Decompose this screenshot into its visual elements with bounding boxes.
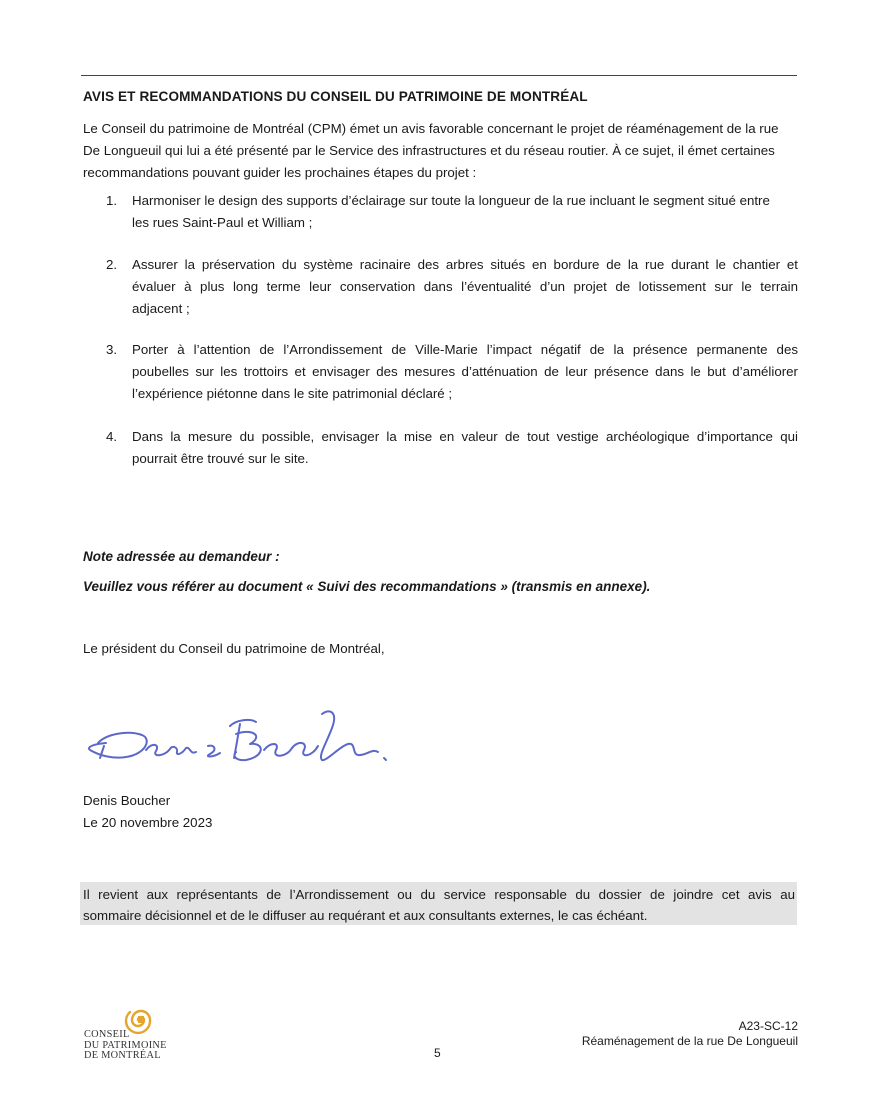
note-title: Note adressée au demandeur : [83, 549, 280, 564]
logo-text-line: DE MONTRÉAL [84, 1050, 161, 1061]
intro-line: De Longueuil qui lui a été présenté par le Service des infrastructures et du réseau routier. À ce sujet, il émet certaines [83, 143, 775, 158]
shaded-note-line: Il revient aux représentants de l’Arrondissement ou du service responsable du dossier de joindre cet avis au [83, 887, 795, 902]
item-line: Porter à l’attention de l’Arrondissement de Ville-Marie l’impact négatif de la présence permanente des [132, 342, 798, 357]
section-heading: AVIS ET RECOMMANDATIONS DU CONSEIL DU PATRIMOINE DE MONTRÉAL [83, 89, 588, 104]
item-line: Dans la mesure du possible, envisager la mise en valeur de tout vestige archéologique d’importance qui [132, 429, 798, 444]
cpm-logo [80, 1003, 170, 1065]
note-text: Veuillez vous référer au document « Suivi des recommandations » (transmis en annexe). [83, 579, 651, 594]
item-number: 4. [106, 429, 118, 444]
item-line: pourrait être trouvé sur le site. [132, 451, 309, 466]
page-number: 5 [434, 1046, 441, 1060]
president-line: Le président du Conseil du patrimoine de Montréal, [83, 641, 385, 656]
item-number: 2. [106, 257, 118, 272]
logo-text-line: DU PATRIMOINE [84, 1039, 167, 1051]
item-number: 1. [106, 193, 118, 208]
intro-paragraph [83, 118, 797, 184]
item-line: l’expérience piétonne dans le site patrimonial déclaré ; [132, 386, 453, 401]
item-line: évaluer à plus long terme leur conservation dans l’éventualité d’un projet de lotissement sur le terrain [132, 279, 798, 294]
signer-name: Denis Boucher [83, 793, 171, 808]
reference-code: A23-SC-12 [738, 1019, 798, 1033]
intro-line: recommandations pouvant guider les prochaines étapes du projet : [83, 165, 477, 180]
shaded-note-line: sommaire décisionnel et de le diffuser au requérant et aux consultants externes, le cas échéant. [83, 908, 648, 923]
item-line: poubelles sur les trottoirs et envisager des mesures d’atténuation de leur présence dans le but d’améliorer [132, 364, 798, 379]
signature [86, 700, 396, 780]
top-divider [81, 75, 797, 76]
logo-text-line: CONSEIL [84, 1029, 130, 1040]
signer-block [83, 790, 212, 834]
intro-line: Le Conseil du patrimoine de Montréal (CPM) émet un avis favorable concernant le projet de réaménagement de la rue [83, 121, 779, 136]
signature-date: Le 20 novembre 2023 [83, 815, 213, 830]
item-line: adjacent ; [132, 301, 190, 316]
item-number: 3. [106, 342, 118, 357]
shaded-note [83, 884, 795, 926]
item-line: Harmoniser le design des supports d’éclairage sur toute la longueur de la rue incluant le segment situé entre [132, 193, 770, 208]
item-line: Assurer la préservation du système racinaire des arbres situés en bordure de la rue durant le chantier et [132, 257, 798, 272]
project-title: Réaménagement de la rue De Longueuil [581, 1034, 798, 1048]
document-reference [582, 1019, 798, 1049]
item-line: les rues Saint-Paul et William ; [132, 215, 313, 230]
